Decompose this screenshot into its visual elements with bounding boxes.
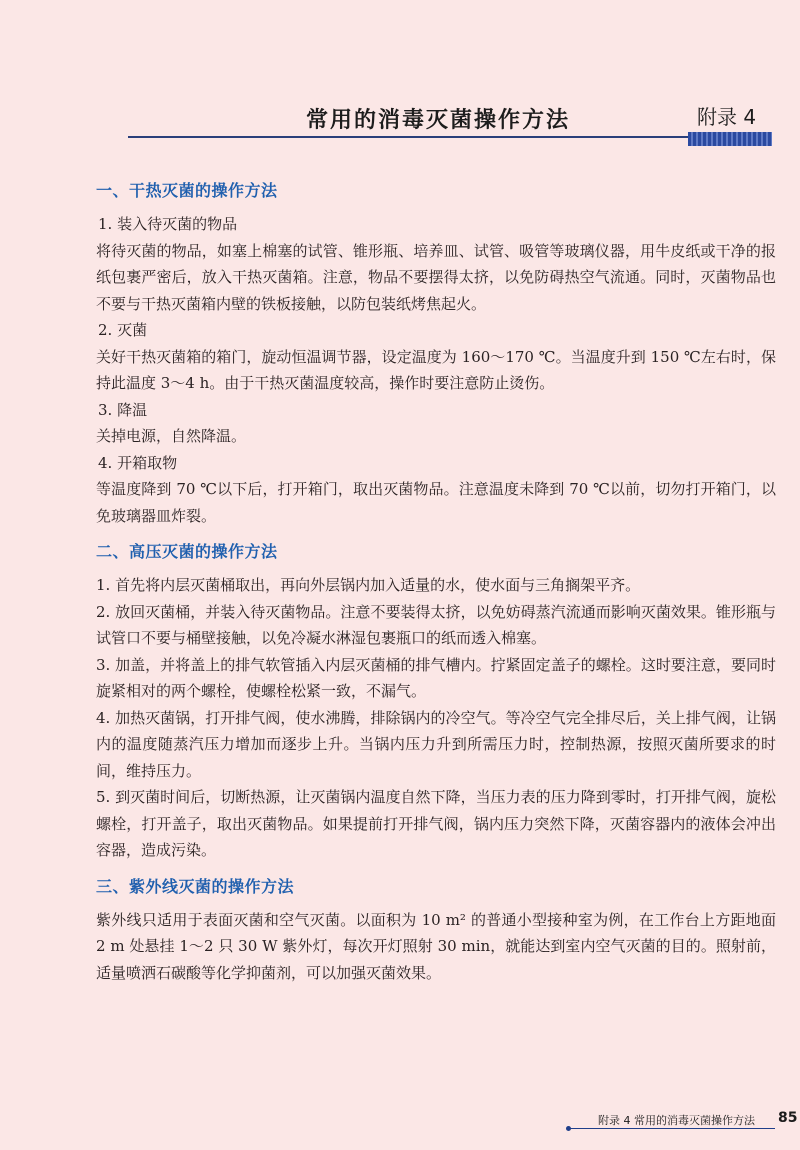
footer-running-title: 附录 4 常用的消毒灭菌操作方法: [598, 1114, 755, 1127]
sub-heading: 1. 装入待灭菌的物品: [98, 215, 238, 233]
paragraph: 紫外线只适用于表面灭菌和空气灭菌。以面积为 10 m² 的普通小型接种室为例，在工作台上方距地面 2 m 处悬挂 1～2 只 30 W 紫外灯，每次开灯照射 30 min，就能达到室内空气灭菌的目的。照射前，适量喷洒石碳酸等化学抑菌剂，可以加强灭菌效果。: [96, 910, 776, 982]
paragraph: 3. 加盖，并将盖上的排气软管插入内层灭菌桶的排气槽内。拧紧固定盖子的螺栓。这时要注意，要同时旋紧相对的两个螺栓，使螺栓松紧一致，不漏气。: [96, 655, 776, 700]
paragraph: 将待灭菌的物品，如塞上棉塞的试管、锥形瓶、培养皿、试管、吸管等玻璃仪器，用牛皮纸或干净的报纸包裹严密后，放入干热灭菌箱。注意，物品不要摆得太挤，以免防碍热空气流通。同时，灭菌物品也不要与干热灭菌箱内壁的铁板接触，以防包装纸烤焦起火。: [96, 241, 776, 313]
header-bar-decoration: [688, 132, 772, 146]
section-dry-heat: [96, 178, 776, 529]
page-title: 常用的消毒灭菌操作方法: [306, 108, 571, 133]
section-heading: 三、紫外线灭菌的操作方法: [96, 876, 295, 896]
section-uv: [96, 874, 776, 987]
header-rule: [128, 136, 688, 138]
paragraph: 1. 首先将内层灭菌桶取出，再向外层锅内加入适量的水，使水面与三角搁架平齐。: [96, 576, 641, 594]
paragraph: 关好干热灭菌箱的箱门，旋动恒温调节器，设定温度为 160～170 ℃。当温度升到 150 ℃左右时，保持此温度 3～4 h。由于干热灭菌温度较高，操作时要注意防止烫伤。: [96, 347, 776, 392]
section-high-pressure: [96, 539, 776, 864]
paragraph: 5. 到灭菌时间后，切断热源，让灭菌锅内温度自然下降，当压力表的压力降到零时，打开排气阀，旋松螺栓，打开盖子，取出灭菌物品。如果提前打开排气阀，锅内压力突然下降，灭菌容器内的液体会冲出容器，造成污染。: [96, 788, 776, 859]
paragraph: 4. 加热灭菌锅，打开排气阀，使水沸腾，排除锅内的冷空气。等冷空气完全排尽后，关上排气阀，让锅内的温度随蒸汽压力增加而逐步上升。当锅内压力升到所需压力时，控制热源，按照灭菌所要求的时间，维持压力。: [96, 708, 776, 780]
footer-rule: [570, 1128, 775, 1129]
paragraph: 2. 放回灭菌桶，并装入待灭菌物品。注意不要装得太挤，以免妨碍蒸汽流通而影响灭菌效果。锥形瓶与试管口不要与桶壁接触，以免冷凝水淋湿包裹瓶口的纸而透入棉塞。: [96, 602, 776, 647]
page-number: 85: [778, 1110, 798, 1126]
paragraph: 关掉电源，自然降温。: [96, 427, 247, 445]
section-heading: 二、高压灭菌的操作方法: [96, 542, 278, 561]
sub-heading: 3. 降温: [98, 400, 148, 419]
content-body: [96, 178, 776, 986]
paragraph: 等温度降到 70 ℃以下后，打开箱门，取出灭菌物品。注意温度未降到 70 ℃以前，切勿打开箱门，以免玻璃器皿炸裂。: [96, 480, 776, 525]
appendix-label: 附录 4: [697, 105, 757, 129]
section-heading: 一、干热灭菌的操作方法: [96, 181, 278, 200]
sub-heading: 4. 开箱取物: [98, 453, 178, 472]
sub-heading: 2. 灭菌: [98, 321, 148, 339]
